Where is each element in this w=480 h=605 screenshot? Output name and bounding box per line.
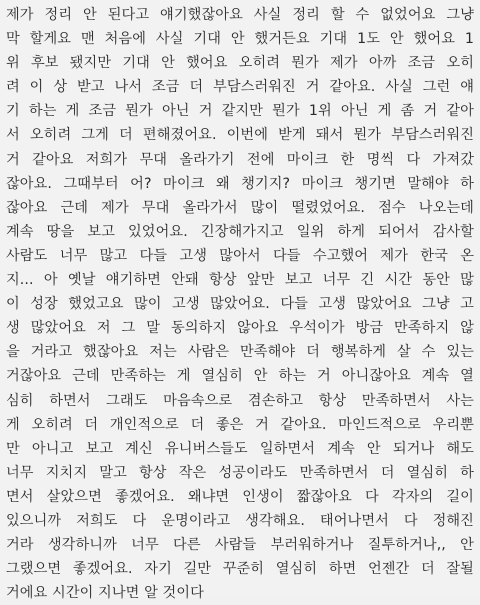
text-line: 거잖아요 근데 만족하는 게 열심히 안 하는 거 아니잖아요 계속 열 [6,368,474,385]
text-line: 거라 생각하니까 너무 다른 사람들 부러워하거나 질투하거나,, 안 [6,537,474,554]
text-line: 잖아요. 그때부터 어? 마이크 왜 챙기지? 마이크 챙기면 말해야 하 [6,175,474,192]
text-line: 막 할게요 맨 처음에 사실 기대 안 했거든요 기대 1도 안 했어요 1 [6,31,474,48]
text-line: 서 오히려 그게 더 편해졌어요. 이번에 받게 돼서 뭔가 부담스러워진 [6,127,474,144]
text-line: 만 아니고 보고 계신 유니버스들도 일하면서 계속 안 되거나 해도 [6,440,474,457]
text-line: 게 오히려 더 개인적으로 더 좋은 거 같아요. 마인드적으로 우리뿐 [6,416,474,433]
text-line: 거 같아요 저희가 무대 올라가기 전에 마이크 한 명씩 다 가져갔 [6,151,474,168]
text-line: 지... 아 옛날 얘기하면 안돼 항상 앞만 보고 너무 긴 시간 동안 많 [6,272,474,289]
text-line: 위 후보 됐지만 기대 안 했어요 오히려 뭔가 제가 아까 조금 오히 [6,55,474,72]
text-line: 기 하는 게 조금 뭔가 아닌 거 같지만 뭔가 1위 아닌 게 좀 거 같아 [6,103,474,120]
body-text [6,3,474,605]
text-line: 있으니까 저희도 다 운명이라고 생각해요. 태어나면서 다 정해진 [6,512,474,529]
text-line: 면서 살았으면 좋겠어요. 왜냐면 인생이 짧잖아요 다 각자의 길이 [6,488,474,505]
text-line: 려 이 상 받고 나서 조금 더 부담스러워진 거 같아요. 사실 그런 얘 [6,79,474,96]
text-line: 제가 정리 안 된다고 얘기했잖아요 사실 정리 할 수 없었어요 그냥 [6,7,474,23]
text-line: 그랬으면 좋겠어요. 자기 길만 꾸준히 열심히 하면 언젠간 더 잘될 [6,561,474,578]
text-line: 생 많았어요 저 그 말 동의하지 않아요 우석이가 방금 만족하지 않 [6,320,474,337]
text-line: 잖아요 근데 제가 무대 올라가서 많이 떨렸었어요. 점수 나오는데 [6,199,474,216]
text-line: 을 거라고 했잖아요 저는 사람은 만족해야 더 행복하게 살 수 있는 [6,344,474,361]
text-line: 거에요 시간이 지나면 알 것이다 [6,585,204,602]
text-line: 사람도 너무 많고 다들 고생 많아서 다들 수고했어 제가 한국 온 [6,247,474,264]
text-line: 이 성장 했었고요 많이 고생 많았어요. 다들 고생 많았어요 그냥 고 [6,296,474,313]
text-line: 너무 지치지 말고 항상 작은 성공이라도 만족하면서 더 열심히 하 [6,464,474,481]
text-line: 계속 땅을 보고 있었어요. 긴장해가지고 일위 하게 되어서 감사할 [6,223,474,240]
text-line: 심히 하면서 그래도 마음속으로 겸손하고 항상 만족하면서 사는 [6,392,474,409]
